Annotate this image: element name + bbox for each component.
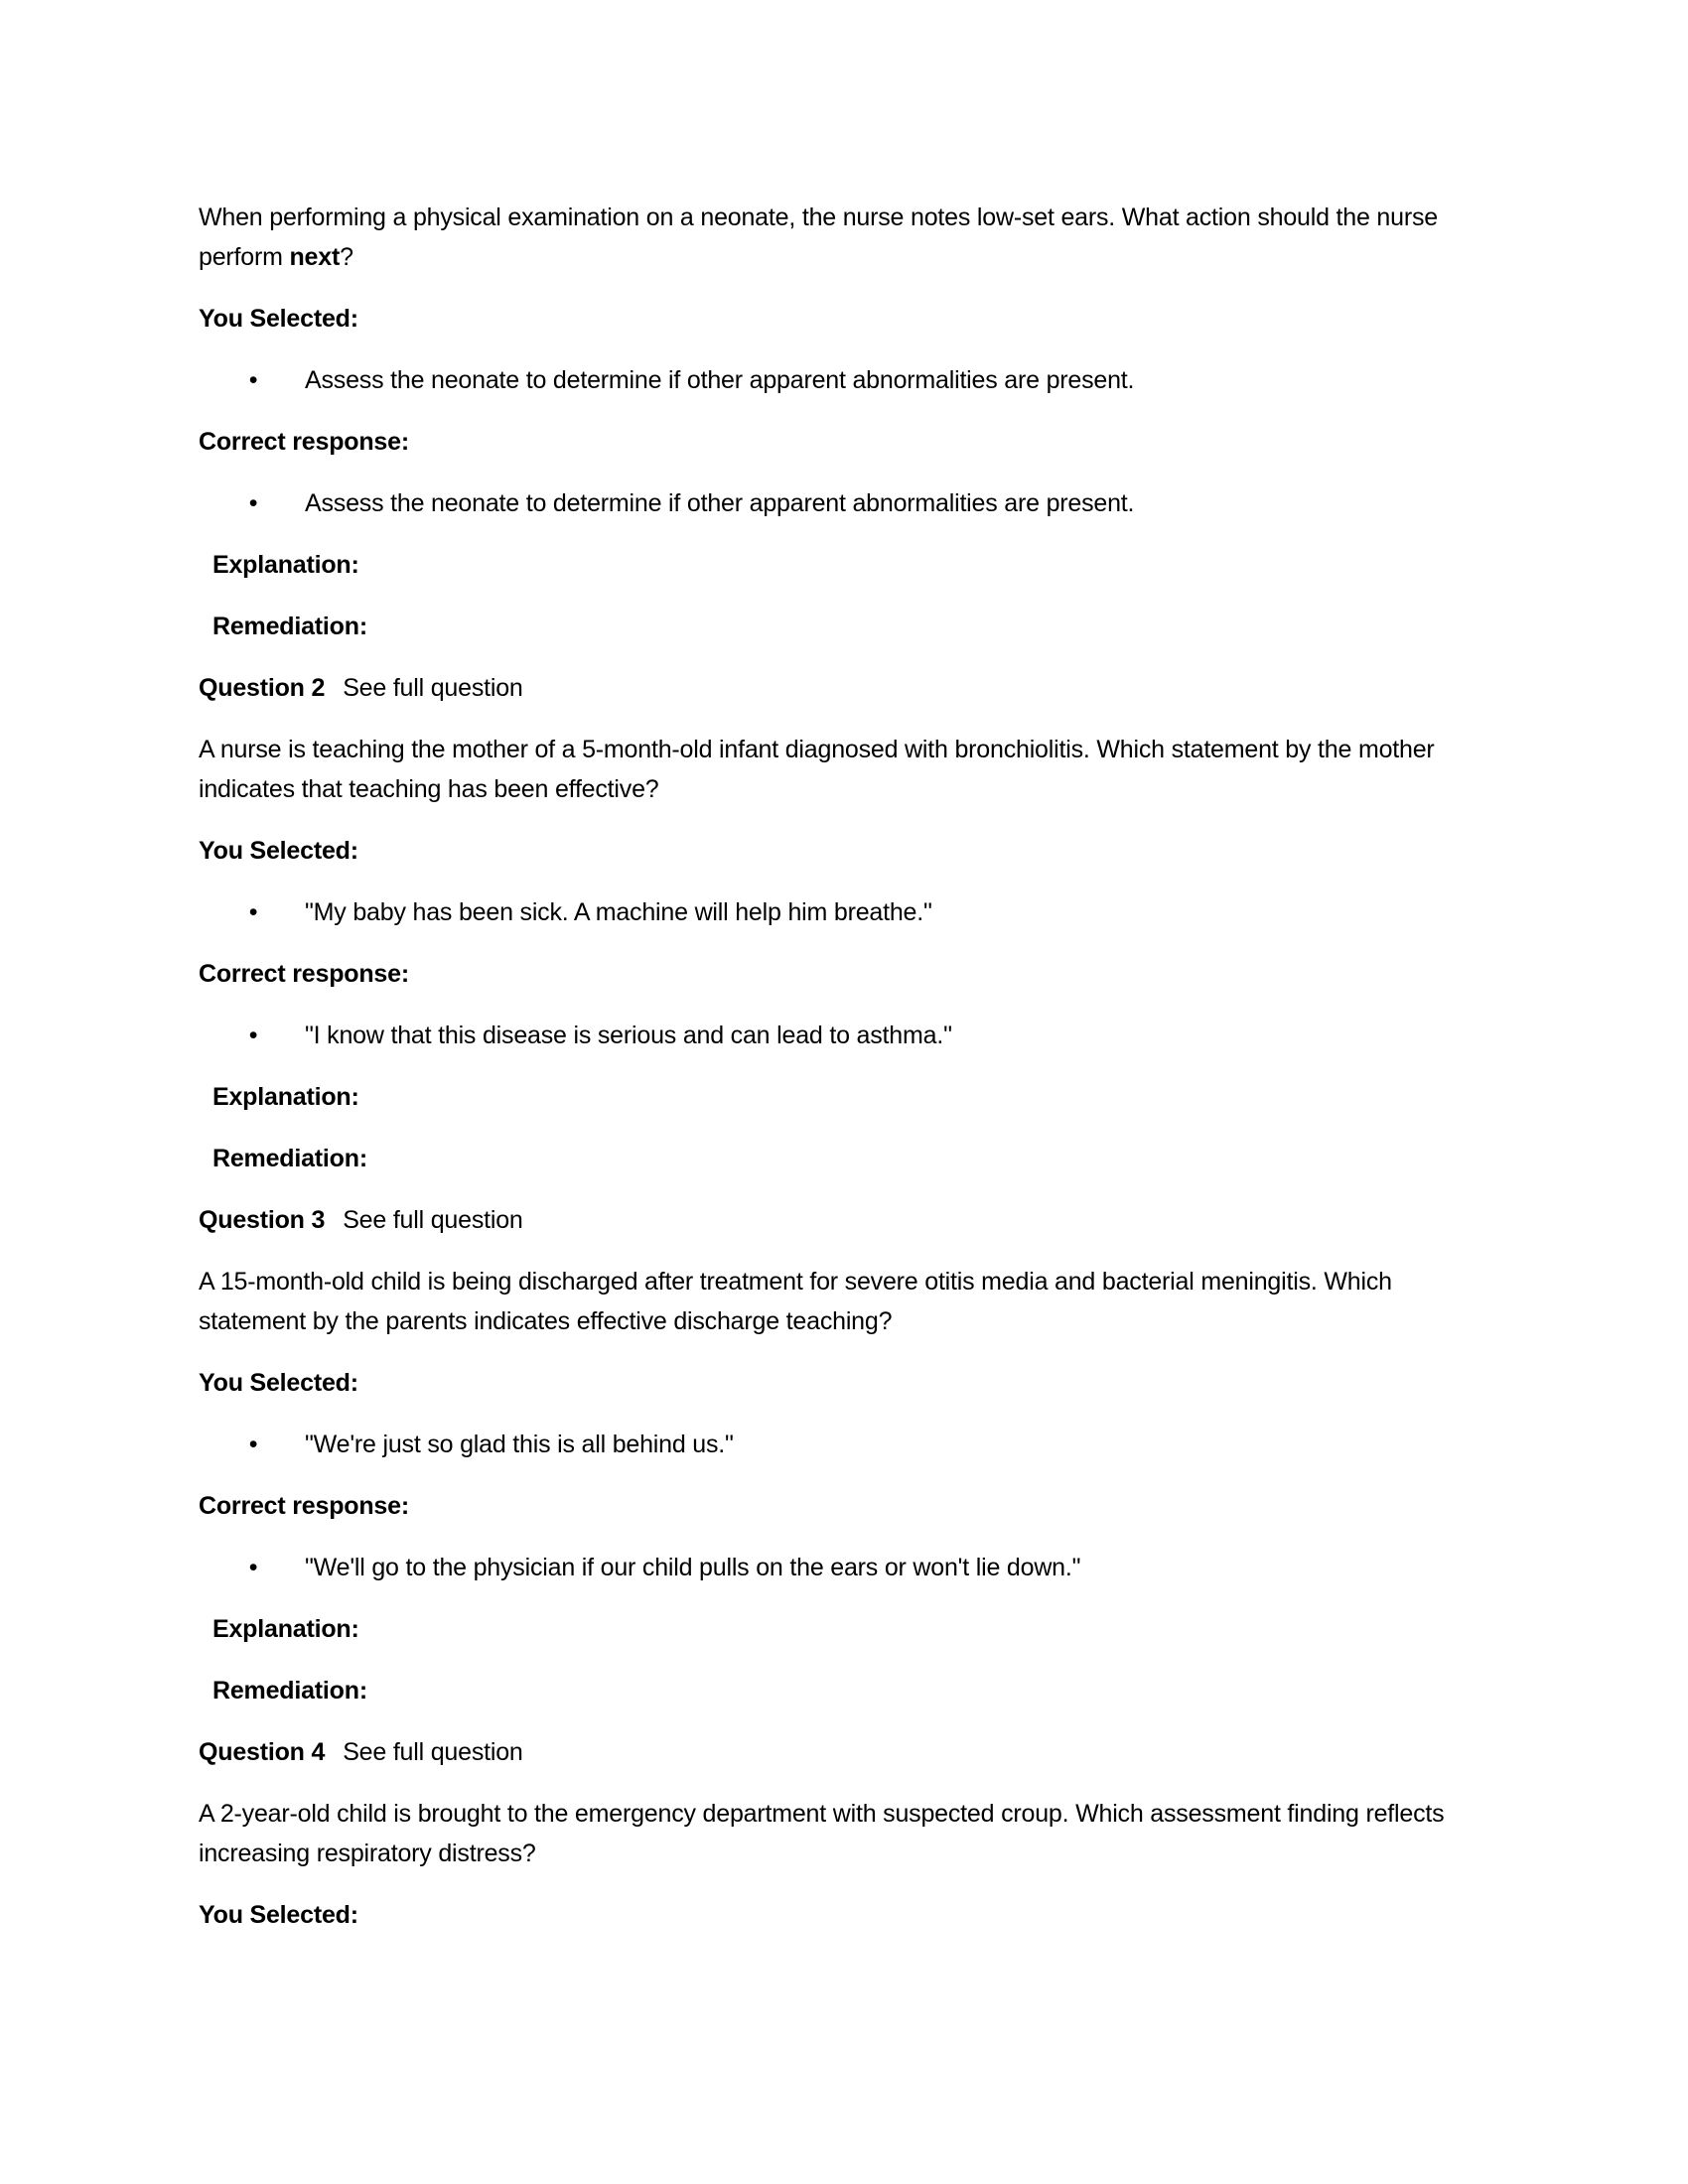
question-header (199, 668, 1499, 708)
bullet-icon: • (248, 1554, 258, 1581)
you-selected-label: You Selected: (199, 1901, 358, 1929)
question-stem: A nurse is teaching the mother of a 5-month-old infant diagnosed with bronchiolitis. Which statement by the mother indicates that teaching has been effective? (199, 736, 1435, 803)
bullet-icon: • (248, 1022, 258, 1049)
selected-answer (199, 892, 1499, 932)
question-number: Question 2 (199, 674, 326, 702)
selected-answer (199, 1425, 1499, 1464)
selected-answer-text: "My baby has been sick. A machine will help him breathe." (305, 898, 932, 926)
explanation-label: Explanation: (212, 1083, 359, 1111)
correct-response-label: Correct response: (199, 960, 409, 988)
explanation-label: Explanation: (212, 1615, 359, 1643)
question-header (199, 1200, 1499, 1240)
question-2 (199, 668, 1499, 1178)
bullet-icon: • (248, 1431, 258, 1458)
question-header (199, 1732, 1499, 1772)
selected-answer (199, 360, 1499, 400)
you-selected-label: You Selected: (199, 305, 358, 333)
correct-answer-text: "We'll go to the physician if our child pulls on the ears or won't lie down." (305, 1554, 1081, 1581)
stem-emphasis: next (289, 243, 341, 271)
correct-answer (199, 483, 1499, 523)
selected-answer-text: Assess the neonate to determine if other apparent abnormalities are present. (305, 366, 1135, 394)
question-number: Question 4 (199, 1738, 326, 1766)
you-selected-label: You Selected: (199, 1369, 358, 1397)
correct-answer (199, 1016, 1499, 1055)
question-stem: A 15-month-old child is being discharged after treatment for severe otitis media and bacterial meningitis. Which statement by the parents indicates effective discharge teaching? (199, 1268, 1392, 1335)
stem-text-end: ? (340, 243, 353, 271)
question-stem: A 2-year-old child is brought to the emergency department with suspected croup. Which assessment finding reflects increasing respiratory distress? (199, 1800, 1445, 1867)
bullet-icon: • (248, 366, 258, 394)
correct-response-label: Correct response: (199, 1492, 409, 1520)
bullet-icon: • (248, 489, 258, 517)
correct-answer-text: Assess the neonate to determine if other apparent abnormalities are present. (305, 489, 1135, 517)
correct-answer (199, 1548, 1499, 1587)
question-4 (199, 1732, 1499, 1935)
correct-response-label: Correct response: (199, 428, 409, 456)
question-1 (199, 198, 1499, 646)
question-number: Question 3 (199, 1206, 326, 1234)
you-selected-label: You Selected: (199, 837, 358, 865)
selected-answer-text: "We're just so glad this is all behind us." (305, 1431, 734, 1458)
document-page (199, 198, 1499, 1957)
question-stem (199, 198, 1499, 277)
see-full-question-link[interactable]: See full question (343, 1738, 523, 1766)
remediation-label: Remediation: (212, 613, 367, 640)
bullet-icon: • (248, 898, 258, 926)
see-full-question-link[interactable]: See full question (343, 1206, 523, 1234)
remediation-label: Remediation: (212, 1677, 367, 1705)
question-3 (199, 1200, 1499, 1710)
explanation-label: Explanation: (212, 551, 359, 579)
see-full-question-link[interactable]: See full question (343, 674, 523, 702)
stem-text: When performing a physical examination on a neonate, the nurse notes low-set ears. What action should the nurse perform (199, 204, 1438, 271)
remediation-label: Remediation: (212, 1145, 367, 1172)
correct-answer-text: "I know that this disease is serious and can lead to asthma." (305, 1022, 952, 1049)
